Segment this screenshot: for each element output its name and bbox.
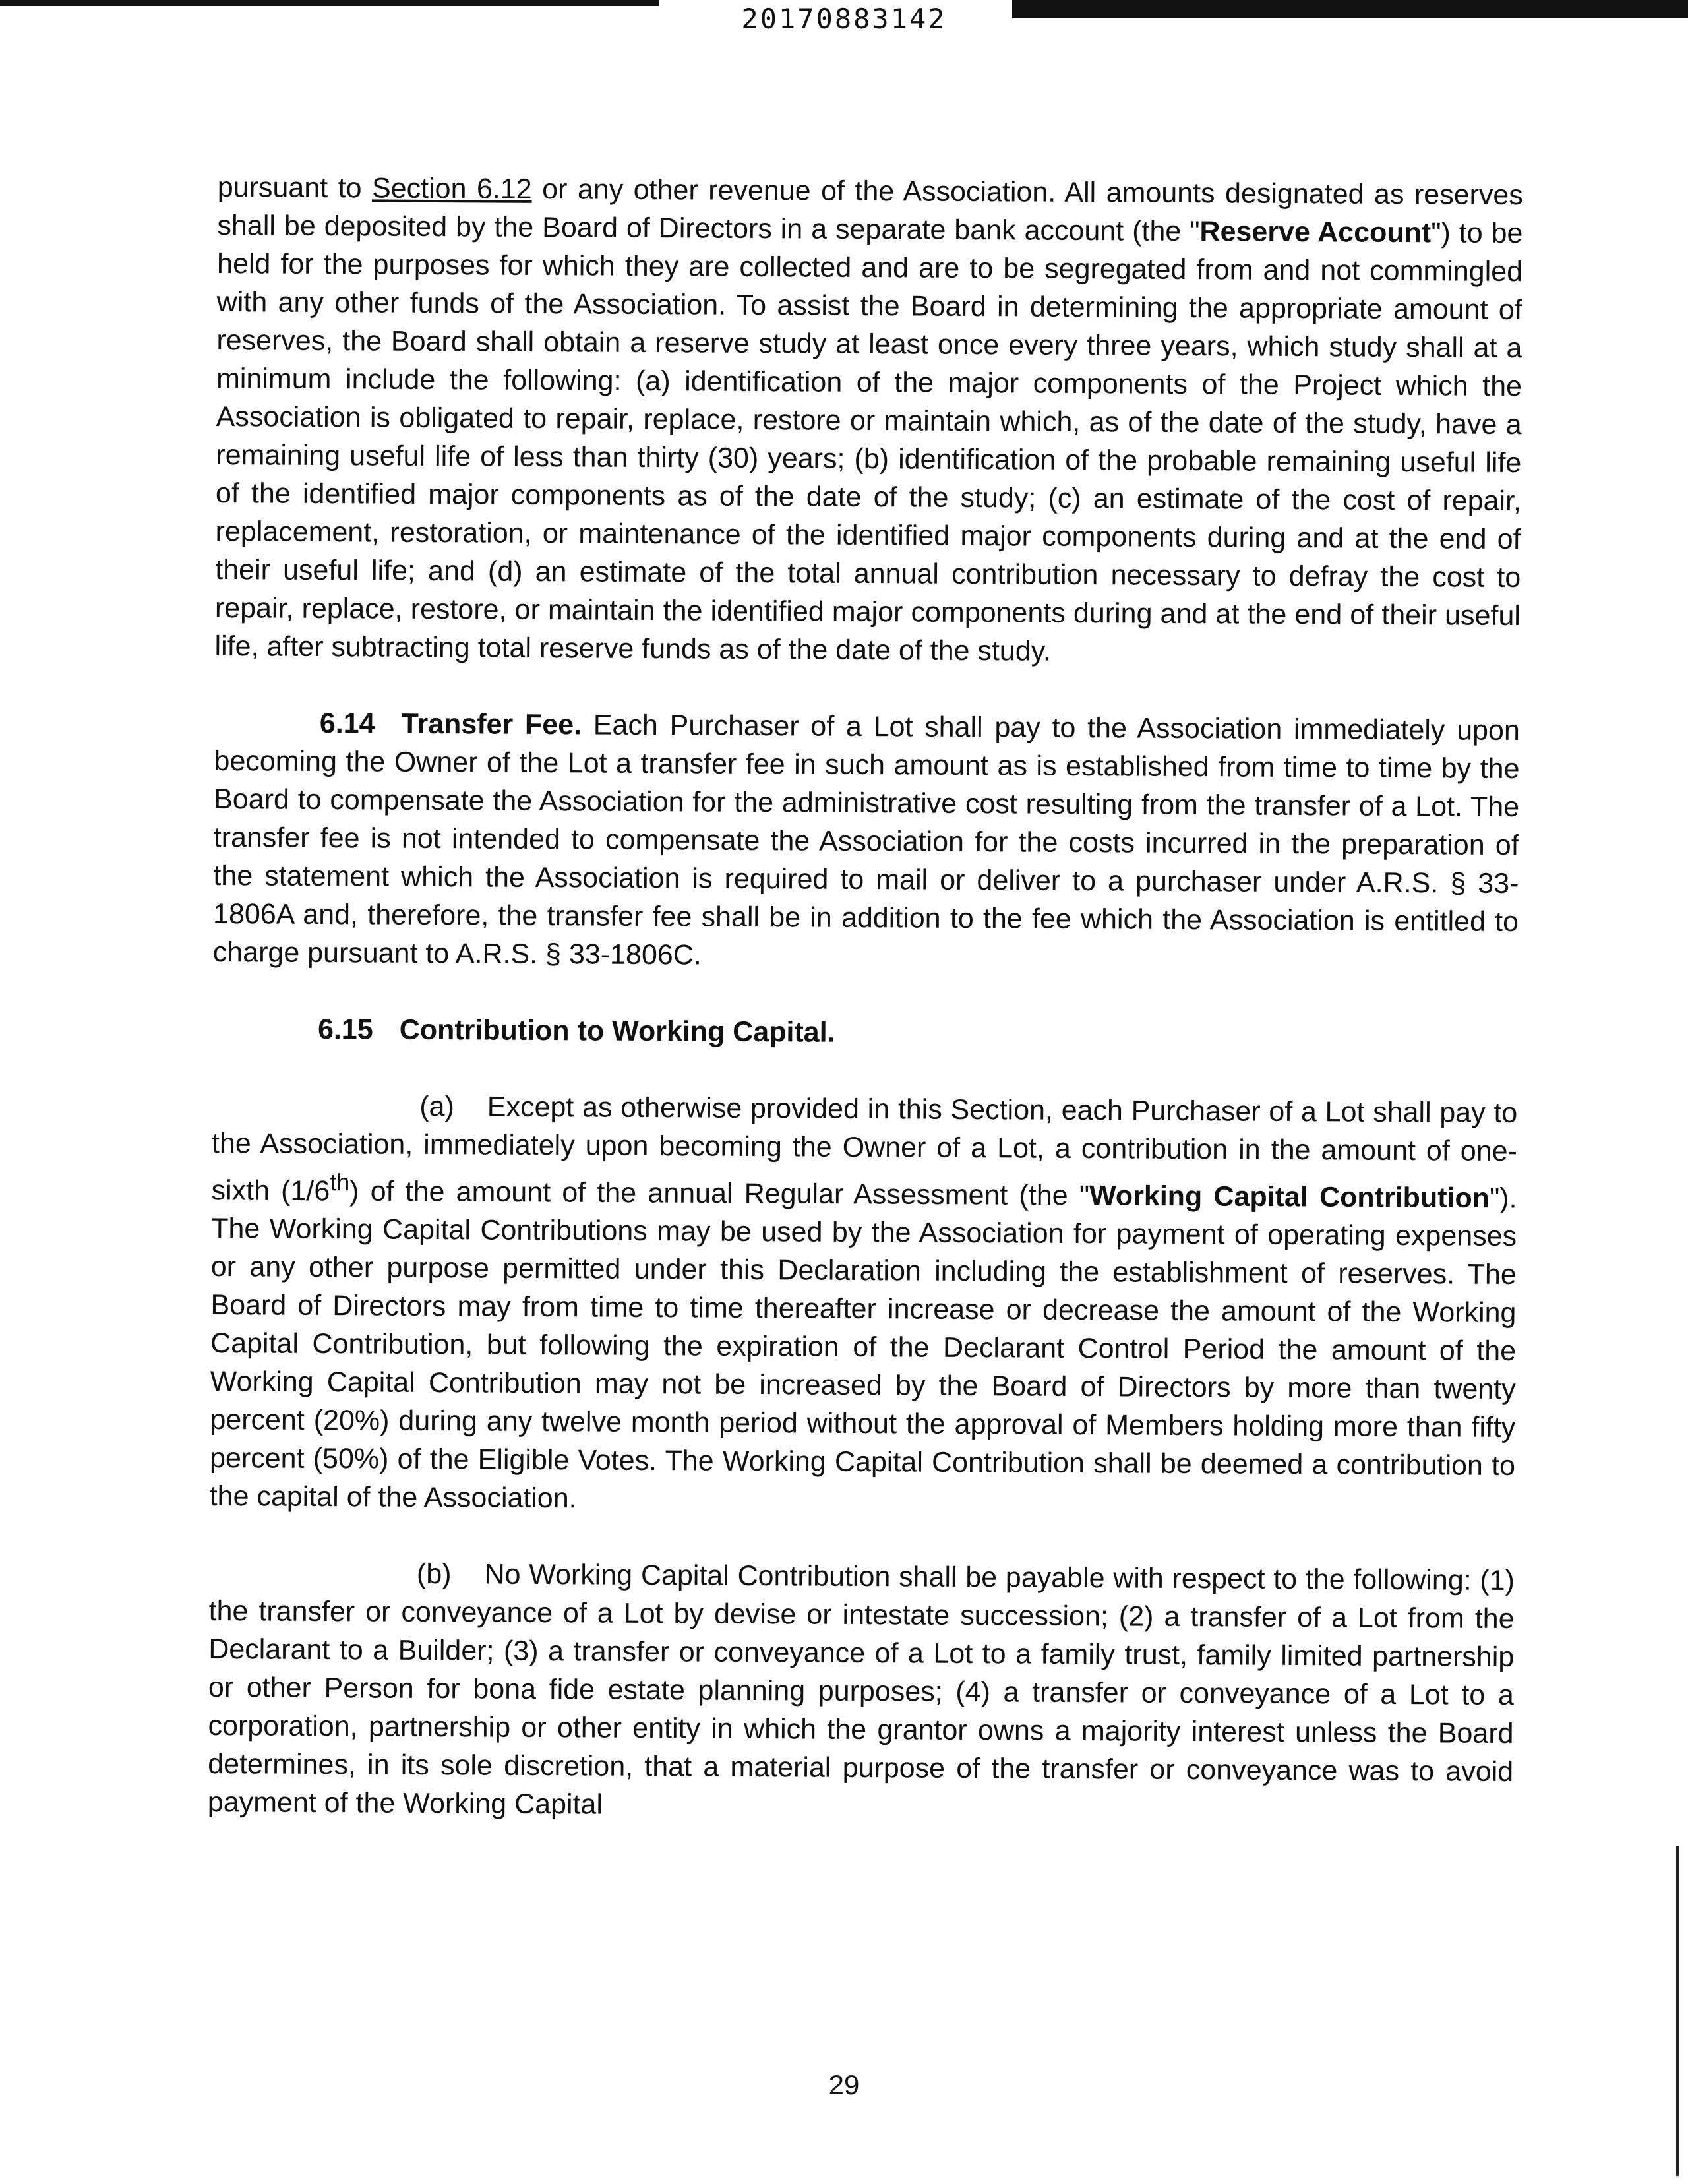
section-6-14-number: 6.14	[319, 707, 375, 740]
section-6-15-heading	[212, 1010, 1518, 1056]
continuation-prefix: pursuant to	[217, 171, 373, 204]
reserve-paragraph	[214, 168, 1523, 673]
section-6-15-a-paragraph	[210, 1086, 1518, 1523]
working-capital-term: Working Capital Contribution	[1089, 1180, 1490, 1215]
section-6-14-body: Each Purchaser of a Lot shall pay to the Association immediately upon becoming the Owner of the Lot a transfer fee in such amount as is established from time to time by the Board to compensate the Association for the administrative cost resulting from the transfer of a Lot. The transfer fee is not intended to compensate the Association for the costs incurred in the preparation of the statement which the Association is required to mail or deliver to a purchaser under A.R.S. § 33-1806A and, therefore, the transfer fee shall be in addition to the fee which the Association is entitled to charge pursuant to A.R.S. § 33-1806C.	[212, 709, 1520, 971]
section-6-14-paragraph	[213, 704, 1520, 979]
section-6-15-b-paragraph	[208, 1554, 1515, 1829]
subsection-a-text-1: Except as otherwise provided in this Section, each Purchaser of a Lot shall pay to the Association, immediately upon becoming the Owner of a Lot, a contribution in the amount of one-sixth (1/6	[211, 1091, 1518, 1207]
section-reference-link: Section 6.12	[371, 172, 532, 205]
reserve-account-term: Reserve Account	[1199, 216, 1432, 249]
document-number: 20170883142	[741, 3, 947, 35]
subsection-a-text-3: "). The Working Capital Contributions may be used by the Association for payment of operating expenses or any other purpose permitted under this Declaration including the establishment of reserves. The Board of Directors may from time to time thereafter increase or decrease the amount of the Working Capital Contribution, but following the expiration of the Declarant Control Period the amount of the Working Capital Contribution may not be increased by the Board of Directors by more than twenty percent (20%) during any twelve month period without the approval of Members holding more than fifty percent (50%) of the Eligible Votes. The Working Capital Contribution shall be deemed a contribution to the capital of the Association.	[209, 1182, 1517, 1515]
section-6-15-title: Contribution to Working Capital.	[399, 1014, 835, 1048]
ordinal-superscript: th	[330, 1169, 350, 1196]
section-6-14-title: Transfer Fee.	[401, 708, 582, 741]
section-6-15-number: 6.15	[317, 1013, 373, 1046]
scan-artifact-right-edge	[1676, 1846, 1679, 2176]
subsection-a-text-2: ) of the amount of the annual Regular Assessment (the "	[349, 1175, 1090, 1212]
document-page	[208, 168, 1523, 1829]
page-number: 29	[828, 2069, 860, 2100]
subsection-b-text: No Working Capital Contribution shall be payable with respect to the following: (1) the transfer or conveyance of a Lot by devise or intestate succession; (2) a transfer of a Lot from the Declarant to a Builder; (3) a transfer or conveyance of a Lot to a family trust, family limited partnership or other Person for bona fide estate planning purposes; (4) a transfer or conveyance of a Lot to a corporation, partnership or other entity in which the grantor owns a majority interest unless the Board determines, in its sole discretion, that a material purpose of the transfer or conveyance was to avoid payment of the Working Capital	[207, 1558, 1515, 1821]
continuation-text-1: or any other revenue of the Association. All amounts designated as reserves shall be deposited by the Board of Directors in a separate bank account (the "	[217, 173, 1523, 248]
subsection-b-label: (b)	[416, 1558, 452, 1591]
subsection-a-label: (a)	[419, 1090, 455, 1123]
continuation-text-2: ") to be held for the purposes for which they are collected and are to be segregated from and not commingled with any other funds of the Association. To assist the Board in determining the appropriate amount of reserves, the Board shall obtain a reserve study at least once every three years, which study shall at a minimum include the following: (a) identification of the major components of the Project which the Association is obligated to repair, replace, restore or maintain which, as of the date of the study, have a remaining useful life of less than thirty (30) years; (b) identification of the probable remaining useful life of the identified major components as of the date of the study; (c) an estimate of the cost of repair, replacement, restoration, or maintenance of the identified major components during and at the end of their useful life; and (d) an estimate of the total annual contribution necessary to defray the cost to repair, replace, restore, or maintain the identified major components during and at the end of their useful life, after subtracting total reserve funds as of the date of the study.	[214, 217, 1523, 667]
